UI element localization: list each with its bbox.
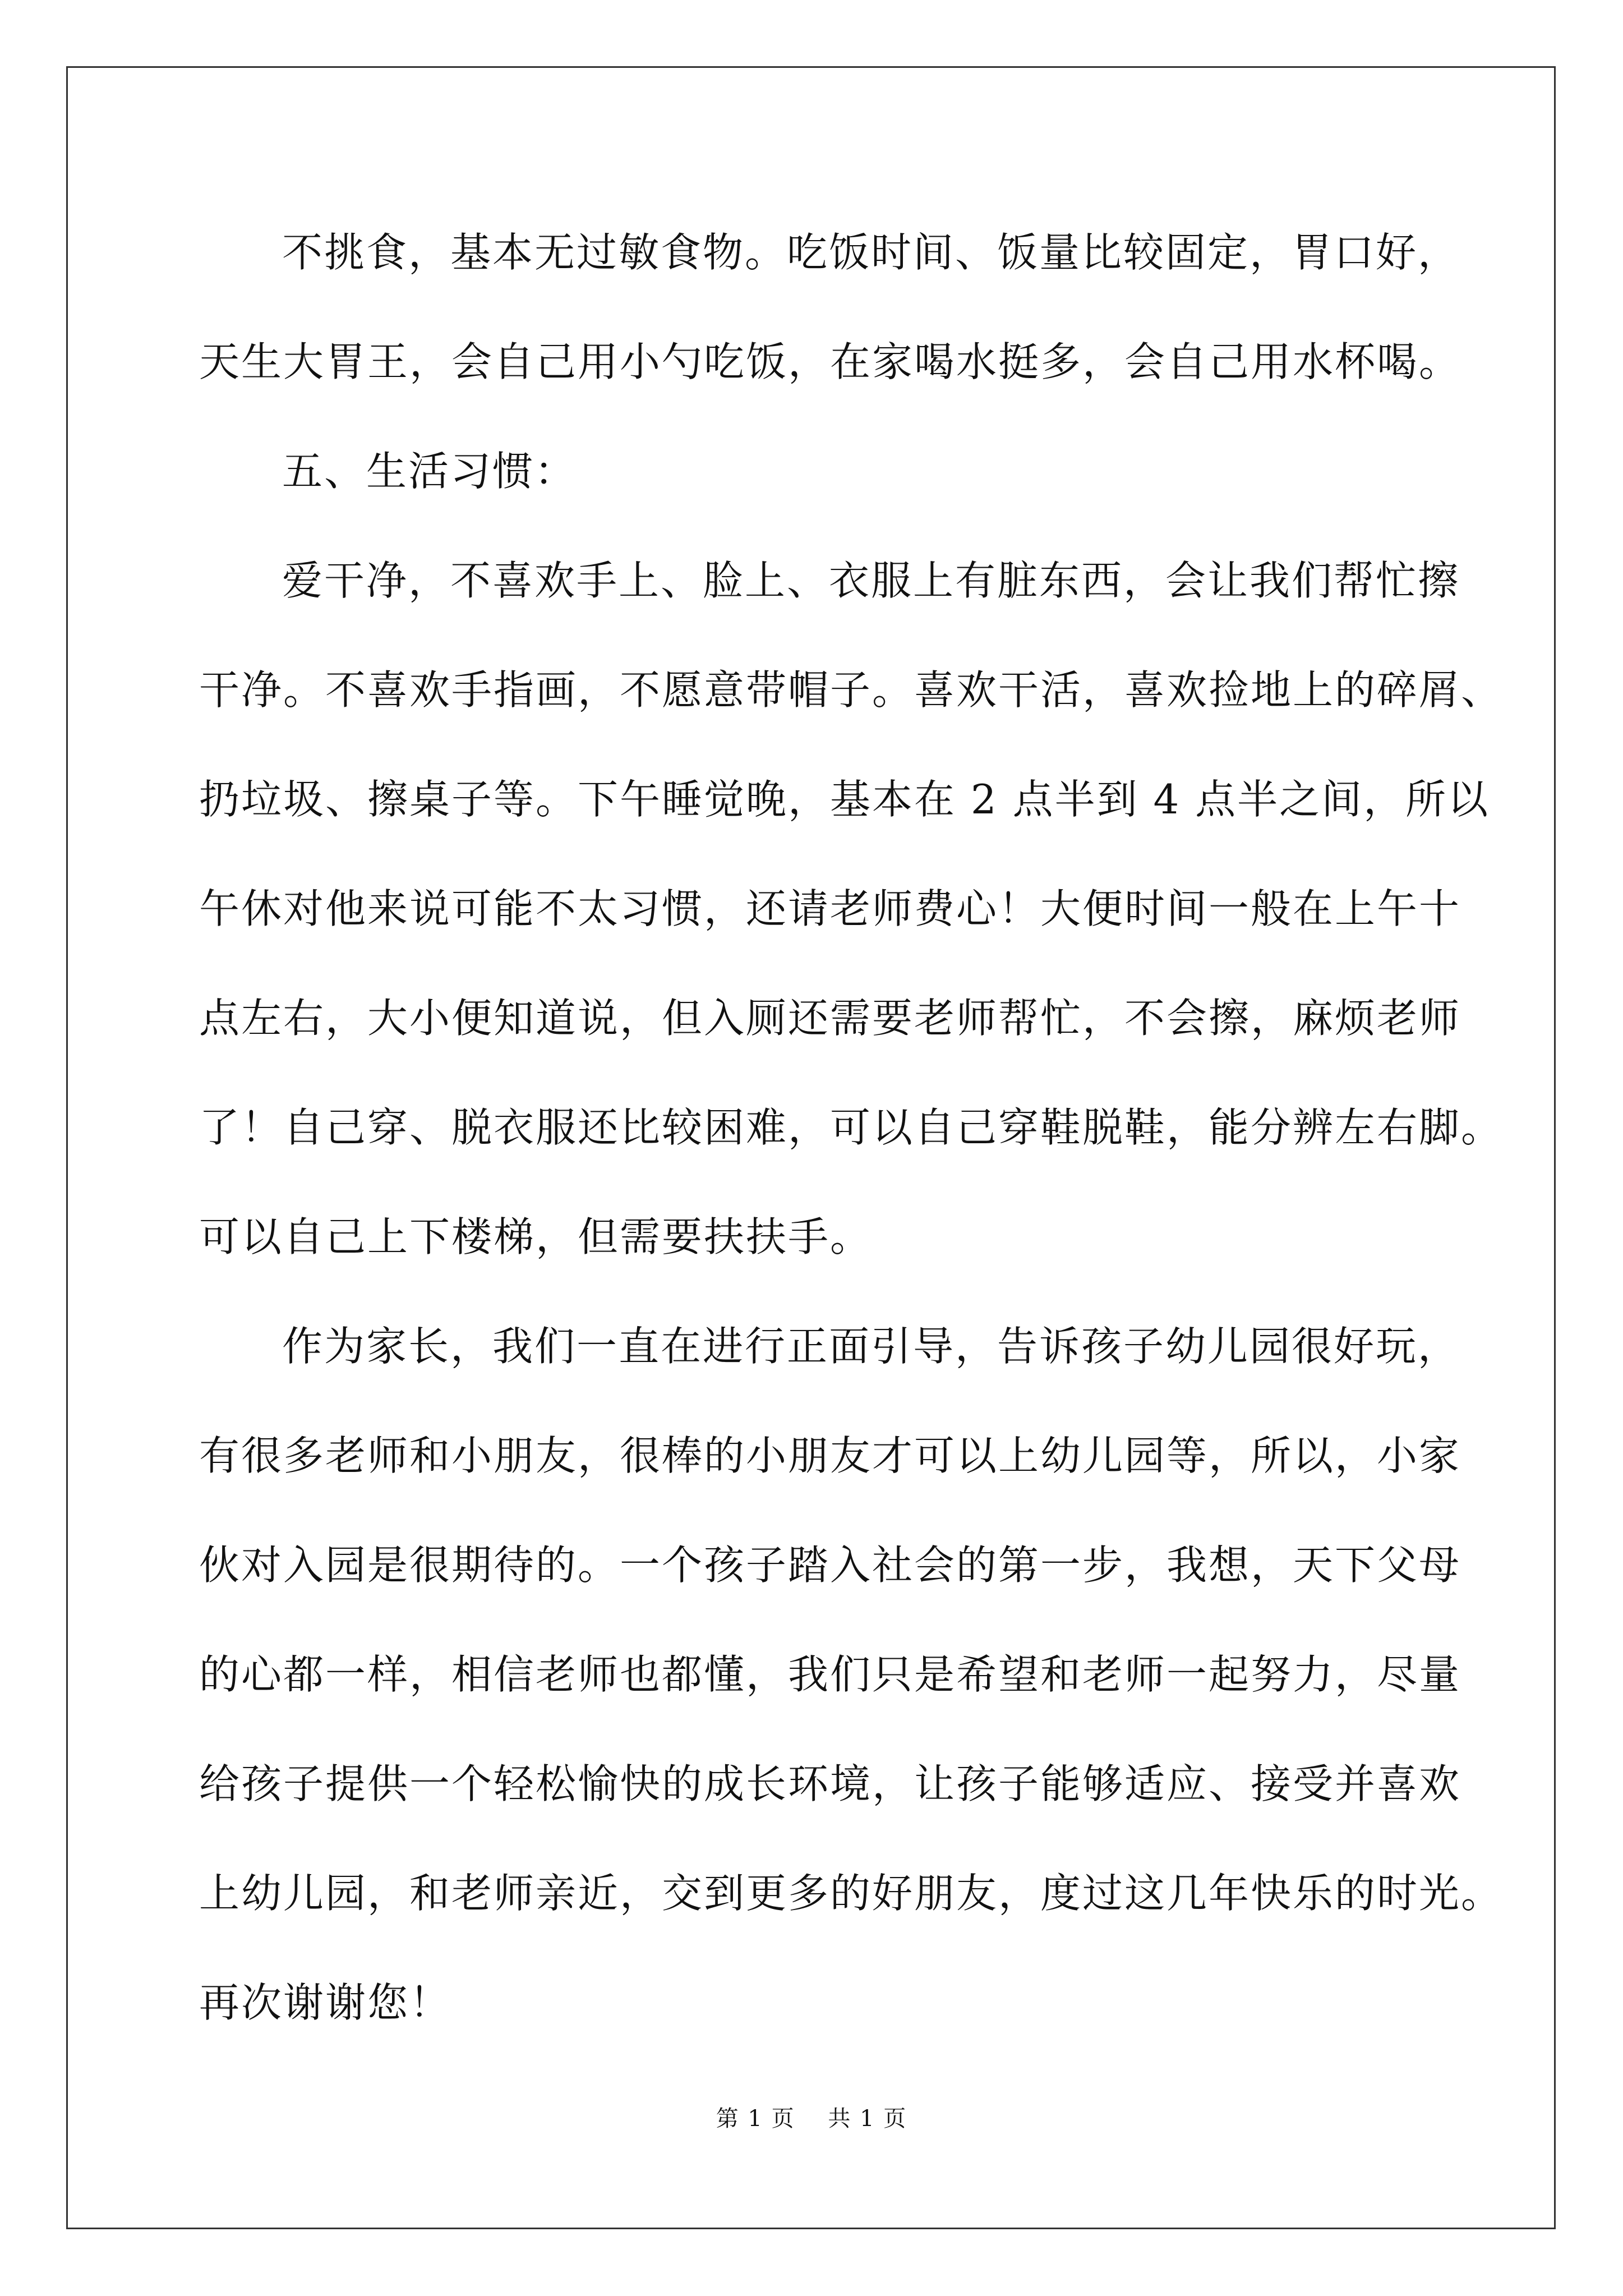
page-number-footer: 第 1 页 共 1 页 <box>716 2106 907 2132</box>
paragraph-line: 给孩子提供一个轻松愉快的成长环境，让孩子能够适应、接受并喜欢 <box>199 1760 1461 1807</box>
paragraph-line: 作为家长，我们一直在进行正面引导，告诉孩子幼儿园很好玩， <box>282 1323 1460 1370</box>
paragraph-line: 上幼儿园，和老师亲近，交到更多的好朋友，度过这几年快乐的时光。 <box>199 1870 1504 1917</box>
paragraph-line: 可以自己上下楼梯，但需要扶扶手。 <box>199 1213 873 1260</box>
paragraph-line: 伙对入园是很期待的。一个孩子踏入社会的第一步，我想，天下父母 <box>199 1542 1461 1589</box>
paragraph-line: 干净。不喜欢手指画，不愿意带帽子。喜欢干活，喜欢捡地上的碎屑、 <box>199 666 1504 714</box>
section-heading: 五、生活习惯： <box>282 448 577 495</box>
paragraph-line: 爱干净，不喜欢手上、脸上、衣服上有脏东西，会让我们帮忙擦 <box>282 557 1460 604</box>
paragraph-line: 了！自己穿、脱衣服还比较困难，可以自己穿鞋脱鞋，能分辨左右脚。 <box>199 1104 1504 1151</box>
paragraph-line: 的心都一样，相信老师也都懂，我们只是希望和老师一起努力，尽量 <box>199 1651 1461 1698</box>
paragraph-line: 扔垃圾、擦桌子等。下午睡觉晚，基本在 2 点半到 4 点半之间，所以 <box>199 776 1490 823</box>
document-body <box>199 219 1504 2078</box>
paragraph-line: 午休对他来说可能不太习惯，还请老师费心！大便时间一般在上午十 <box>199 885 1461 932</box>
paragraph-line: 有很多老师和小朋友，很棒的小朋友才可以上幼儿园等，所以，小家 <box>199 1432 1461 1479</box>
closing-line: 再次谢谢您！ <box>199 1979 452 2026</box>
paragraph-line: 点左右，大小便知道说，但入厕还需要老师帮忙，不会擦，麻烦老师 <box>199 995 1461 1042</box>
paragraph-line: 天生大胃王，会自己用小勺吃饭，在家喝水挺多，会自己用水杯喝。 <box>199 338 1461 385</box>
paragraph-line: 不挑食，基本无过敏食物。吃饭时间、饭量比较固定，胃口好， <box>282 229 1460 276</box>
